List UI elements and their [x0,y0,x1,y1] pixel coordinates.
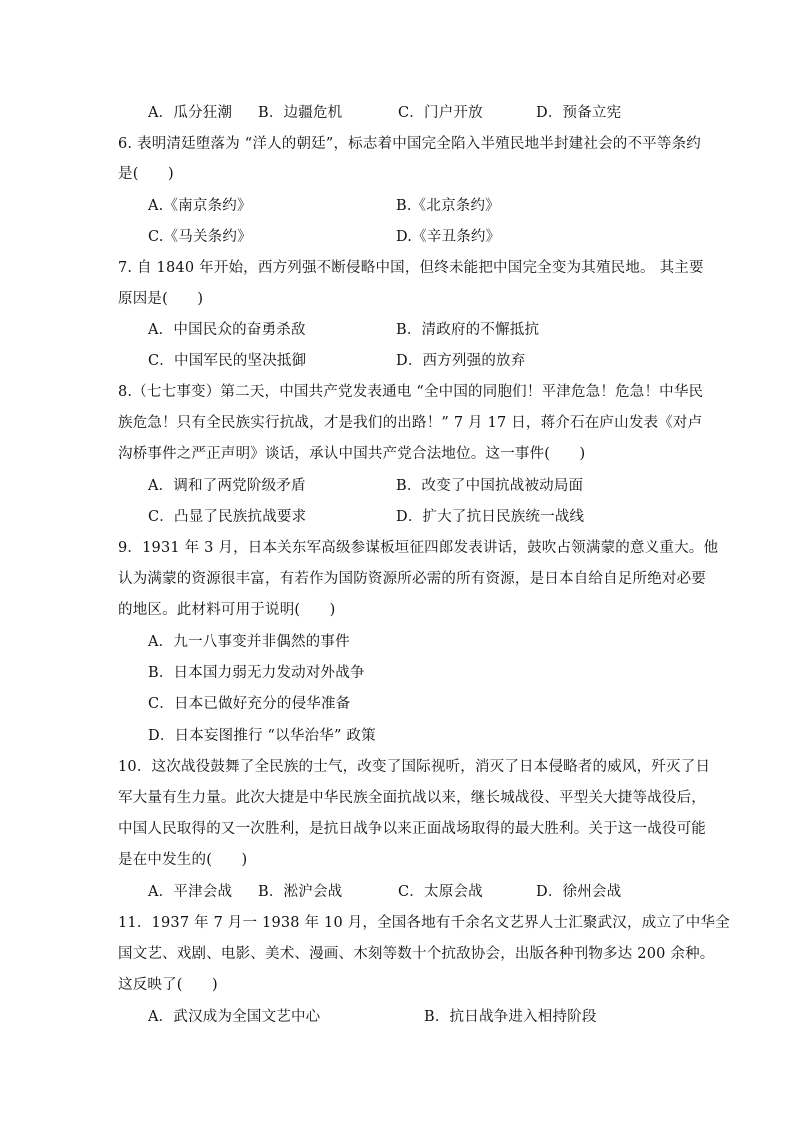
q5-option-c: C．门户开放 [398,105,483,121]
q6-stem-line-1: 6. 表明清廷堕落为 “洋人的朝廷”，标志着中国完全陷入半殖民地半封建社会的不平等条约 [118,136,701,152]
q6-stem-line-2: 是( ) [118,166,174,182]
q9-option-c: C．日本已做好充分的侵华准备 [148,696,351,712]
q7-option-b: B．清政府的不懈抵抗 [396,322,540,338]
q6-option-b: B.《北京条约》 [396,198,500,214]
q6-option-d: D.《辛丑条约》 [396,229,501,245]
q9-stem-line-2: 认为满蒙的资源很丰富，有若作为国防资源所必需的所有资源，是日本自给自足所绝对必要 [118,571,706,587]
q8-stem-line-3: 沟桥事件之严正声明》谈话，承认中国共产党合法地位。这一事件( ) [118,446,586,462]
q7-stem-line-2: 原因是( ) [118,291,204,307]
q5-option-b: B．边疆危机 [258,105,343,121]
q9-option-d: D．日本妄图推行 “以华治华” 政策 [148,728,376,744]
q8-stem-line-1: 8.（七七事变）第二天，中国共产党发表通电 “全中国的同胞们！平津危急！危急！中华民 [118,384,704,400]
q8-stem-line-2: 族危急！只有全民族实行抗战，才是我们的出路！” 7 月 17 日，蒋介石在庐山发表《对卢 [118,415,703,431]
q10-stem-line-1: 10．这次战役鼓舞了全民族的士气，改变了国际视听，消灭了日本侵略者的威风，歼灭了日 [118,759,711,775]
q10-option-c: C．太原会战 [398,884,483,900]
q11-option-a: A．武汉成为全国文艺中心 [148,1009,321,1025]
q10-option-a: A．平津会战 [148,884,233,900]
q11-stem-line-3: 这反映了( ) [118,977,218,993]
q7-option-d: D．西方列强的放弃 [396,353,526,369]
q8-option-a: A．调和了两党阶级矛盾 [148,478,306,494]
q10-option-d: D．徐州会战 [536,884,622,900]
q10-option-b: B．淞沪会战 [258,884,343,900]
q7-option-a: A．中国民众的奋勇杀敌 [148,322,306,338]
q11-option-b: B．抗日战争进入相持阶段 [424,1009,597,1025]
q9-stem-line-3: 的地区。此材料可用于说明( ) [118,602,336,618]
q10-stem-line-3: 中国人民取得的又一次胜利，是抗日战争以来正面战场取得的最大胜利。关于这一战役可能 [118,821,706,837]
q5-option-d: D．预备立宪 [536,105,622,121]
q6-option-a: A.《南京条约》 [148,198,252,214]
q7-option-c: C．中国军民的坚决抵御 [148,353,307,369]
q9-option-a: A．九一八事变并非偶然的事件 [148,634,350,650]
q10-stem-line-2: 军大量有生力量。此次大捷是中华民族全面抗战以来，继长城战役、平型关大捷等战役后， [118,790,706,806]
q10-stem-line-4: 是在中发生的( ) [118,852,248,868]
q8-option-d: D．扩大了抗日民族统一战线 [396,509,585,525]
q5-option-a: A．瓜分狂潮 [148,105,233,121]
q11-stem-line-1: 11．1937 年 7 月一 1938 年 10 月，全国各地有千余名文艺界人士汇聚武汉，成立了中华全 [118,915,730,931]
q7-stem-line-1: 7. 自 1840 年开始，西方列强不断侵略中国，但终未能把中国完全变为其殖民地。 其主要 [118,260,704,276]
q11-stem-line-2: 国文艺、戏剧、电影、美术、漫画、木刻等数十个抗敌协会，出版各种刊物多达 200 余种。 [118,946,715,962]
q6-option-c: C.《马关条约》 [148,229,252,245]
q9-option-b: B．日本国力弱无力发动对外战争 [148,665,365,681]
q8-option-b: B．改变了中国抗战被动局面 [396,478,584,494]
q9-stem-line-1: 9．1931 年 3 月，日本关东军高级参谋板垣征四郎发表讲话，鼓吹占领满蒙的意义重大。他 [118,540,719,556]
q8-option-c: C．凸显了民族抗战要求 [148,509,307,525]
